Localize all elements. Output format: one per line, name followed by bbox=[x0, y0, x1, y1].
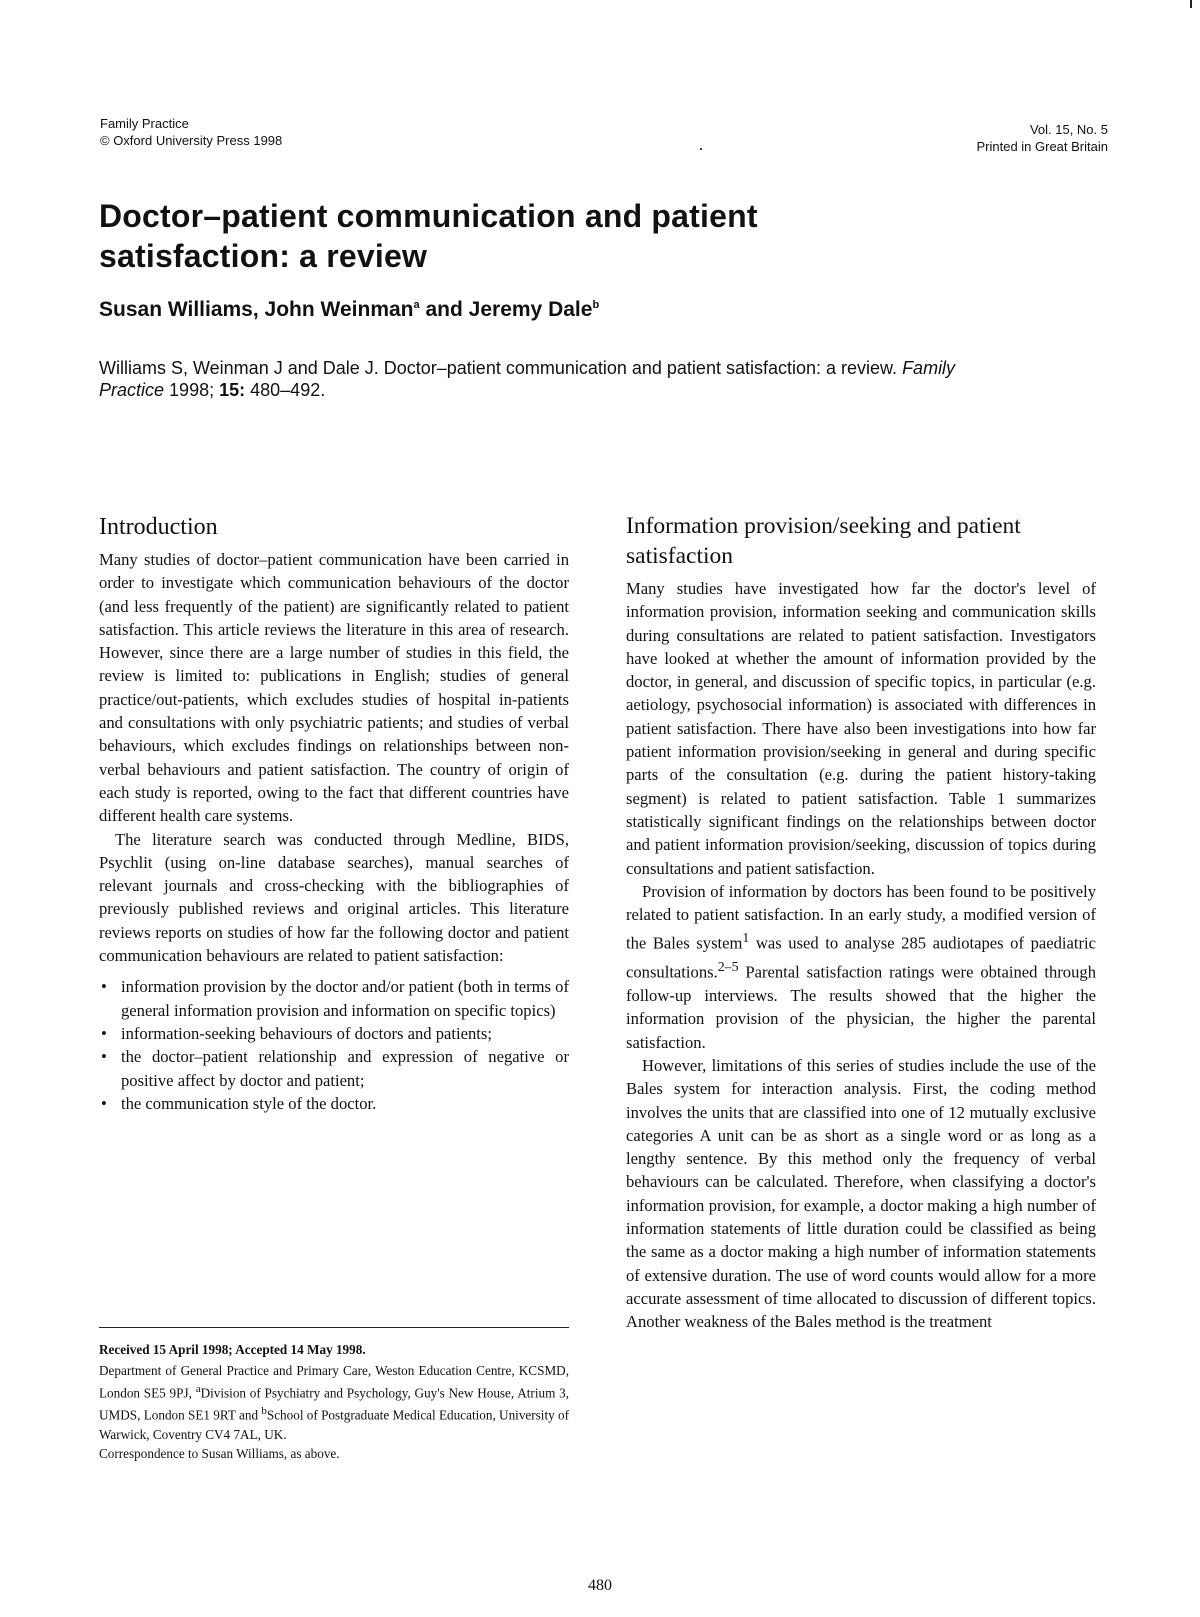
citation-volume: 15: bbox=[219, 380, 246, 400]
right-column bbox=[626, 511, 1096, 1334]
bullet-icon: • bbox=[101, 977, 107, 997]
printed-in: Printed in Great Britain bbox=[976, 139, 1108, 154]
section-heading-introduction: Introduction bbox=[99, 514, 218, 540]
info-paragraph-2 bbox=[626, 880, 1096, 1054]
bullet-icon: • bbox=[101, 1023, 107, 1043]
author-2: John Weinman bbox=[264, 298, 414, 321]
info-paragraph-3: However, limitations of this series of studies include the use of the Bales system for interaction analysis. First, the coding method involves the units that are classified into one of 12 mutually exclusive categories A unit can be as short as a single word or as long as a lengthy sentence. By this method only the frequency of verbal behaviours can be calculated. Therefore, when classifying a doctor's information provision, for example, a doctor making a high number of information statements of little duration could be classified as being the same as a doctor making a high number of information statements of extensive duration. The use of word counts would allow for a more accurate assessment of time allocated to discussion of different topics. Another weakness of the Bales method is the treatment bbox=[626, 1056, 1096, 1332]
affiliations bbox=[99, 1361, 569, 1444]
citation-authors-title: Williams S, Weinman J and Dale J. Doctor–patient communication and patient satisfaction: a review. bbox=[99, 358, 898, 378]
author-3-affiliation: b bbox=[592, 299, 600, 311]
author-list bbox=[99, 292, 599, 323]
author-2-affiliation: a bbox=[413, 299, 420, 311]
copyright-line: © Oxford University Press 1998 bbox=[100, 133, 283, 148]
title-line-1: Doctor–patient communication and patient bbox=[99, 198, 758, 234]
received-accepted-dates: Received 15 April 1998; Accepted 14 May 1998. bbox=[99, 1342, 366, 1357]
affiliation-b: School of Postgraduate Medical Education, University of Warwick, Coventry CV4 7AL, UK. bbox=[99, 1407, 570, 1442]
left-column bbox=[99, 512, 569, 1115]
info-paragraph-2-part-a: Provision of information by doctors has been found to be positively related to patient satisfaction. In an early study, a modified version of the Bales system bbox=[626, 881, 1096, 953]
list-item-text: the communication style of the doctor. bbox=[121, 1093, 377, 1113]
journal-header-left bbox=[100, 115, 282, 149]
article-title bbox=[99, 196, 1099, 276]
bullet-icon: • bbox=[101, 1047, 107, 1067]
list-item-text: information provision by the doctor and/or patient (both in terms of general information provision and information on specific topics) bbox=[121, 977, 569, 1020]
scan-edge-mark bbox=[1190, 0, 1192, 8]
info-paragraph-2-part-c: Parental satisfaction ratings were obtained through follow-up interviews. The results showed that the higher the information provision of the physician, the higher the parental satisfaction. bbox=[626, 962, 1096, 1052]
reference-2-5: 2–5 bbox=[717, 959, 739, 975]
page-number: 480 bbox=[588, 1577, 612, 1594]
volume-issue: Vol. 15, No. 5 bbox=[1029, 122, 1108, 137]
bullet-icon: • bbox=[101, 1093, 107, 1113]
list-item-text: the doctor–patient relationship and expression of negative or positive affect by doctor and patient; bbox=[121, 1047, 569, 1090]
behaviour-list bbox=[99, 975, 569, 1115]
list-item bbox=[99, 975, 569, 1022]
reference-1: 1 bbox=[742, 930, 750, 946]
affiliation-b-marker: b bbox=[261, 1405, 267, 1418]
list-item bbox=[99, 1092, 569, 1115]
list-item bbox=[99, 1022, 569, 1045]
journal-header-right bbox=[880, 121, 1108, 155]
affiliation-main: Department of General Practice and Primary Care, Weston Education Centre, KCSMD, London SE5 9PJ, bbox=[99, 1363, 569, 1401]
footnotes bbox=[99, 1340, 569, 1463]
list-item bbox=[99, 1045, 569, 1092]
author-1: Susan Williams, bbox=[99, 298, 259, 321]
author-3: Jeremy Dale bbox=[468, 298, 593, 321]
section-heading-information: Information provision/seeking and patient satisfaction bbox=[626, 513, 1021, 569]
affiliation-a-marker: a bbox=[195, 1383, 201, 1395]
affiliation-a: Division of Psychiatry and Psychology, Guy's New House, Atrium 3, UMDS, London SE1 9RT and bbox=[99, 1385, 569, 1423]
correspondence: Correspondence to Susan Williams, as above. bbox=[99, 1445, 340, 1461]
footnote-divider bbox=[99, 1327, 569, 1328]
list-item-text: information-seeking behaviours of doctors and patients; bbox=[121, 1023, 492, 1043]
info-paragraph-2-part-b: was used to analyse 285 audiotapes of paediatric consultations. bbox=[626, 933, 1096, 982]
citation-block bbox=[99, 357, 999, 401]
info-paragraph-1: Many studies have investigated how far the doctor's level of information provision, information seeking and communication skills during consultations are related to patient satisfaction. Investigators have looked at whether the amount of information provided by the doctor, in general, and discussion of specific topics, in particular (e.g. aetiology, psychosocial information) is associated with differences in patient satisfaction. There have also been investigations into how far patient information provision/seeking in general and during specific parts of the consultation (e.g. during the patient history-taking segment) is related to patient satisfaction. Table 1 summarizes statistically significant findings on the relationships between doctor and patient information provision/seeking, discussion of topics during consultations and patient satisfaction. bbox=[626, 579, 1096, 878]
intro-paragraph-2: The literature search was conducted through Medline, BIDS, Psychlit (using on-line database searches), manual searches of relevant journals and cross-checking with the bibliographies of previously published reviews and original articles. This literature reviews reports on studies of how far the following doctor and patient communication behaviours are related to patient satisfaction: bbox=[99, 829, 569, 966]
citation-year: 1998; bbox=[169, 380, 215, 400]
title-line-2: satisfaction: a review bbox=[99, 238, 428, 274]
scan-speck bbox=[700, 148, 702, 150]
journal-name: Family Practice bbox=[100, 116, 189, 131]
author-conjunction: and bbox=[425, 298, 463, 321]
citation-journal: Family Practice bbox=[99, 358, 956, 400]
intro-paragraph-1: Many studies of doctor–patient communication have been carried in order to investigate which communication behaviours of the doctor (and less frequently of the patient) are significantly related to patient satisfaction. This article reviews the literature in this area of research. However, since there are a large number of studies in this field, the review is limited to: publications in English; studies of general practice/out-patients, which excludes studies of hospital in-patients and consultations with only psychiatric patients; and studies of verbal behaviours, which excludes findings on relationships between non-verbal behaviours and patient satisfaction. The country of origin of each study is reported, owing to the fact that different countries have different health care systems. bbox=[99, 550, 569, 826]
citation-pages: 480–492. bbox=[250, 380, 326, 400]
